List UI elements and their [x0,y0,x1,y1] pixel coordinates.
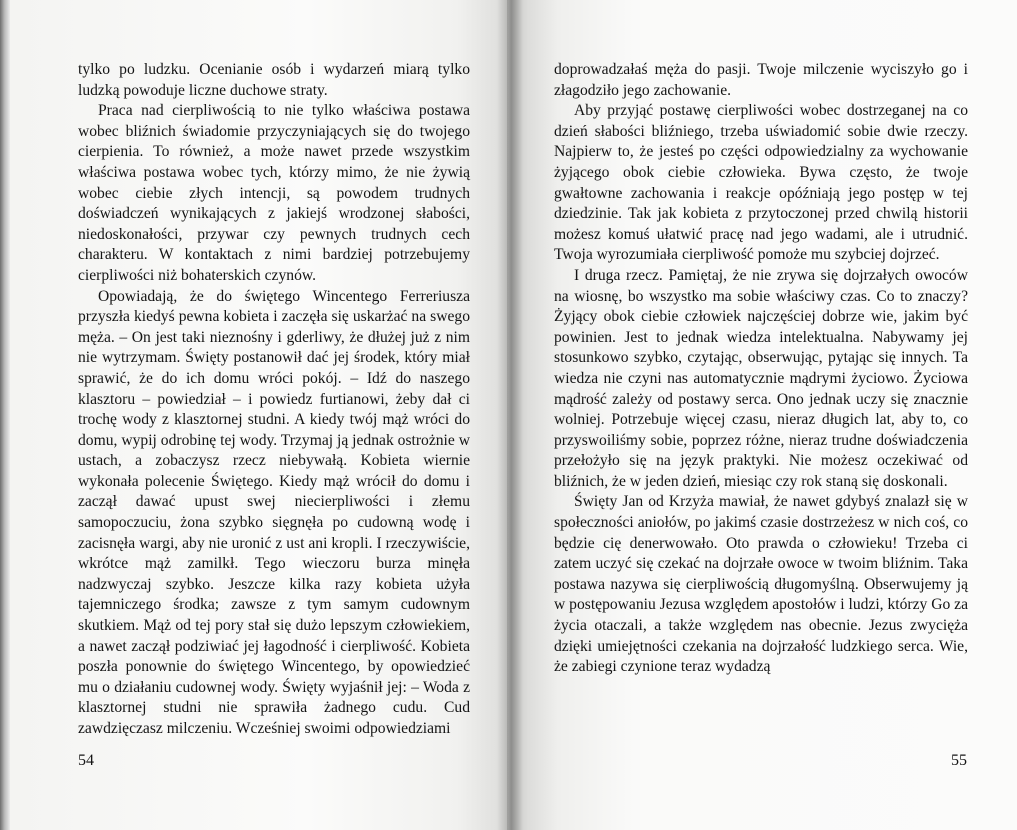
right-page [507,0,1017,830]
left-page-text [78,60,470,740]
left-page [10,0,507,830]
paragraph: Opowiadają, że do świętego Wincentego Ferreriusza przyszła kiedyś pewna kobieta i zaczęła się uskarżać na swego męża. – On jest taki nieznośny i gderliwy, że dłużej już z nim nie wytrzymam. Święty postanowił dać jej środek, który miał sprawić, że do ich domu wróci pokój. – Idź do naszego klasztoru – powiedział – i powiedz furtianowi, żeby dał ci trochę wody z klasztornej studni. A kiedy twój mąż wróci do domu, wypij odrobinę tej wody. Trzymaj ją jednak ostrożnie w ustach, a zobaczysz rzecz niebywałą. Kobieta wiernie wykonała polecenie Świętego. Kiedy mąż wrócił do domu i zaczął dawać upust swej niecierpliwości i złemu samopoczuciu, żona szybko sięgnęła po cudowną wodę i zacisnęła wargi, aby nie uronić z ust ani kropli. I rzeczywiście, wkrótce mąż zamilkł. Tego wieczoru burza minęła nadzwyczaj szybko. Jeszcze kilka razy kobieta użyła tajemniczego środka; zawsze z tym samym cudownym skutkiem. Mąż od tej pory stał się dużo lepszym człowiekiem, a nawet zaczął podziwiać jej łagodność i cierpliwość. Kobieta poszła ponownie do świętego Wincentego, by opowiedzieć mu o działaniu cudownej wody. Święty wyjaśnił jej: – Woda z klasztornej studni nie sprawiła żadnego cudu. Cud zawdzięczasz milczeniu. Wcześniej swoimi odpowiedziami [78,287,470,737]
paragraph: I druga rzecz. Pamiętaj, że nie zrywa się dojrzałych owoców na wiosnę, bo wszystko ma sobie właściwy czas. Co to znaczy? Żyjący obok ciebie człowiek najczęściej dobrze wie, jakim być powinien. Jest to jednak wiedza intelektualna. Nabywamy jej stosunkowo szybko, czytając, obserwując, pytając się innych. Ta wiedza nie czyni nas automatycznie mądrymi życiowo. Życiowa mądrość zależy od postawy serca. Ono jednak uczy się znacznie wolniej. Potrzebuje więcej czasu, nieraz długich lat, aby to, co przyswoiliśmy sobie, poprzez różne, nieraz trudne doświadczenia przełożyło się na język praktyki. Nie możesz oczekiwać od bliźnich, że w jeden dzień, miesiąc czy rok staną się doskonali. [554,266,968,490]
paragraph: Aby przyjąć postawę cierpliwości wobec dostrzeganej na co dzień słabości bliźniego, trzeba uświadomić sobie dwie rzeczy. Najpierw to, że jesteś po części odpowiedzialny za wychowanie żyjącego obok ciebie człowieka. Bywa często, że twoje gwałtowne zachowania i reakcje opóźniają jego postęp w tej dziedzinie. Tak jak kobieta z przytoczonej przed chwilą historii możesz komuś ułatwić pracę nad jego wadami, ale i utrudnić. Twoja wyrozumiała cierpliwość pomoże mu szybciej dojrzeć. [554,102,968,264]
paragraph: Święty Jan od Krzyża mawiał, że nawet gdybyś znalazł się w społeczności aniołów, po jakimś czasie dostrzeżesz w nich coś, co będzie cię denerwowało. Oto prawda o człowieku! Trzeba ci zatem uczyć się czekać na dojrzałe owoce w twoim bliźnim. Taka postawa nazywa się cierpliwością długomyślną. Obserwujemy ją w postępowaniu Jezusa względem apostołów i ludzi, którzy Go za życia otaczali, a także względem nas obecnie. Jezus zwycięża dzięki umiejętności czekania na dojrzałość ludzkiego serca. Wie, że zabiegi czynione teraz wydadzą [554,493,968,676]
right-page-text [554,60,968,678]
paragraph: doprowadzałaś męża do pasji. Twoje milczenie wyciszyło go i złagodziło jego zachowanie. [554,61,968,99]
page-number-left: 54 [78,752,94,769]
page-number-right: 55 [951,752,967,769]
paragraph: Praca nad cierpliwością to nie tylko właściwa postawa wobec bliźnich świadomie przyczyniających się do twojego cierpienia. To również, a może nawet przede wszystkim właściwa postawa wobec tych, którzy mimo, że nie żywią wobec ciebie złych intencji, są powodem trudnych doświadczeń wynikających z jakiejś wrodzonej słabości, niedoskonałości, przywar czy pewnych trudnych cech charakteru. W kontaktach z nimi bardziej potrzebujemy cierpliwości niż bohaterskich czynów. [78,102,470,284]
paragraph: tylko po ludzku. Ocenianie osób i wydarzeń miarą tylko ludzką powoduje liczne duchowe straty. [78,61,470,99]
binding-gutter [497,0,523,830]
book-edge [0,0,10,830]
